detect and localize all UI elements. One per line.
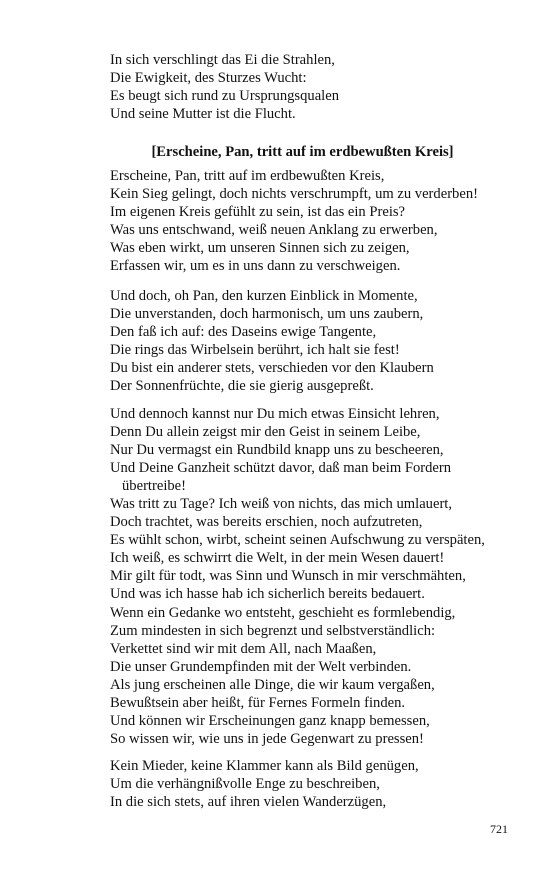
- poem-line: In die sich stets, auf ihren vielen Wanderzügen,: [110, 794, 387, 810]
- poem-line: Den faß ich auf: des Daseins ewige Tangente,: [110, 324, 377, 340]
- poem-line: Und können wir Erscheinungen ganz knapp bemessen,: [110, 713, 430, 729]
- poem-line: In sich verschlingt das Ei die Strahlen,: [110, 52, 335, 68]
- poem-line: Du bist ein anderer stets, verschieden vor den Klaubern: [110, 360, 434, 376]
- poem-line: Mir gilt für todt, was Sinn und Wunsch in mir verschmähten,: [110, 568, 466, 584]
- page-number: 721: [490, 822, 508, 836]
- poem-line: Kein Mieder, keine Klammer kann als Bild genügen,: [110, 758, 419, 774]
- poem-line: Die unser Grundempfinden mit der Welt verbinden.: [110, 659, 412, 675]
- stanza-1: [110, 51, 540, 123]
- poem-line: Ich weiß, es schwirrt die Welt, in der mein Wesen dauert!: [110, 550, 445, 566]
- poem-line: Der Sonnenfrüchte, die sie gierig ausgepreßt.: [110, 378, 374, 394]
- poem-line-continuation: übertreibe!: [122, 478, 187, 494]
- poem-line: Was tritt zu Tage? Ich weiß von nichts, das mich umlauert,: [110, 496, 453, 512]
- poem-line: Die rings das Wirbelsein berührt, ich halt sie fest!: [110, 342, 400, 358]
- poem-line: Es beugt sich rund zu Ursprungsqualen: [110, 88, 339, 104]
- stanza-6: [110, 757, 540, 811]
- poem-line: Als jung erscheinen alle Dinge, die wir kaum vergaßen,: [110, 677, 435, 693]
- poem-line: Wenn ein Gedanke wo entsteht, geschieht es formlebendig,: [110, 605, 456, 621]
- poem-line: Erfassen wir, um es in uns dann zu verschweigen.: [110, 258, 401, 274]
- poem-line: Bewußtsein aber heißt, für Fernes Formeln finden.: [110, 695, 406, 711]
- poem-line: Und seine Mutter ist die Flucht.: [110, 106, 296, 122]
- stanza-4: [110, 405, 540, 603]
- poem-line: Im eigenen Kreis gefühlt zu sein, ist das ein Preis?: [110, 204, 406, 220]
- poem-title: [Erscheine, Pan, tritt auf im erdbewußten Kreis]: [151, 144, 454, 160]
- poem-line: Und was ich hasse hab ich sicherlich bereits bedauert.: [110, 586, 425, 602]
- poem-line: Und doch, oh Pan, den kurzen Einblick in Momente,: [110, 288, 418, 304]
- poem-line: Kein Sieg gelingt, doch nichts verschrumpft, um zu verderben!: [110, 186, 478, 202]
- poem-line: Verkettet sind wir mit dem All, nach Maaßen,: [110, 641, 377, 657]
- poem-line: Doch trachtet, was bereits erschien, noch aufzutreten,: [110, 514, 423, 530]
- stanza-2: [110, 167, 540, 275]
- poem-line: Es wühlt schon, wirbt, scheint seinen Aufschwung zu verspäten,: [110, 532, 485, 548]
- poem-line: Nur Du vermagst ein Rundbild knapp uns zu bescheeren,: [110, 442, 444, 458]
- poem-line: Was eben wirkt, um unseren Sinnen sich zu zeigen,: [110, 240, 410, 256]
- stanza-5: [110, 604, 540, 748]
- poem-line: Die unverstanden, doch harmonisch, um uns zaubern,: [110, 306, 424, 322]
- poem-line: Und Deine Ganzheit schützt davor, daß man beim Fordern: [110, 460, 452, 476]
- poem-line: So wissen wir, wie uns in jede Gegenwart zu pressen!: [110, 731, 424, 747]
- poem-line: Die Ewigkeit, des Sturzes Wucht:: [110, 70, 307, 86]
- poem-line: Um die verhängnißvolle Enge zu beschreiben,: [110, 776, 380, 792]
- poem-line: Erscheine, Pan, tritt auf im erdbewußten Kreis,: [110, 168, 385, 184]
- poem-line: Denn Du allein zeigst mir den Geist in seinem Leibe,: [110, 424, 421, 440]
- poem-line: Und dennoch kannst nur Du mich etwas Einsicht lehren,: [110, 406, 440, 422]
- poem-line: Zum mindesten in sich begrenzt und selbstverständlich:: [110, 623, 436, 639]
- stanza-3: [110, 287, 540, 395]
- poem-line: Was uns entschwand, weiß neuen Anklang zu erwerben,: [110, 222, 438, 238]
